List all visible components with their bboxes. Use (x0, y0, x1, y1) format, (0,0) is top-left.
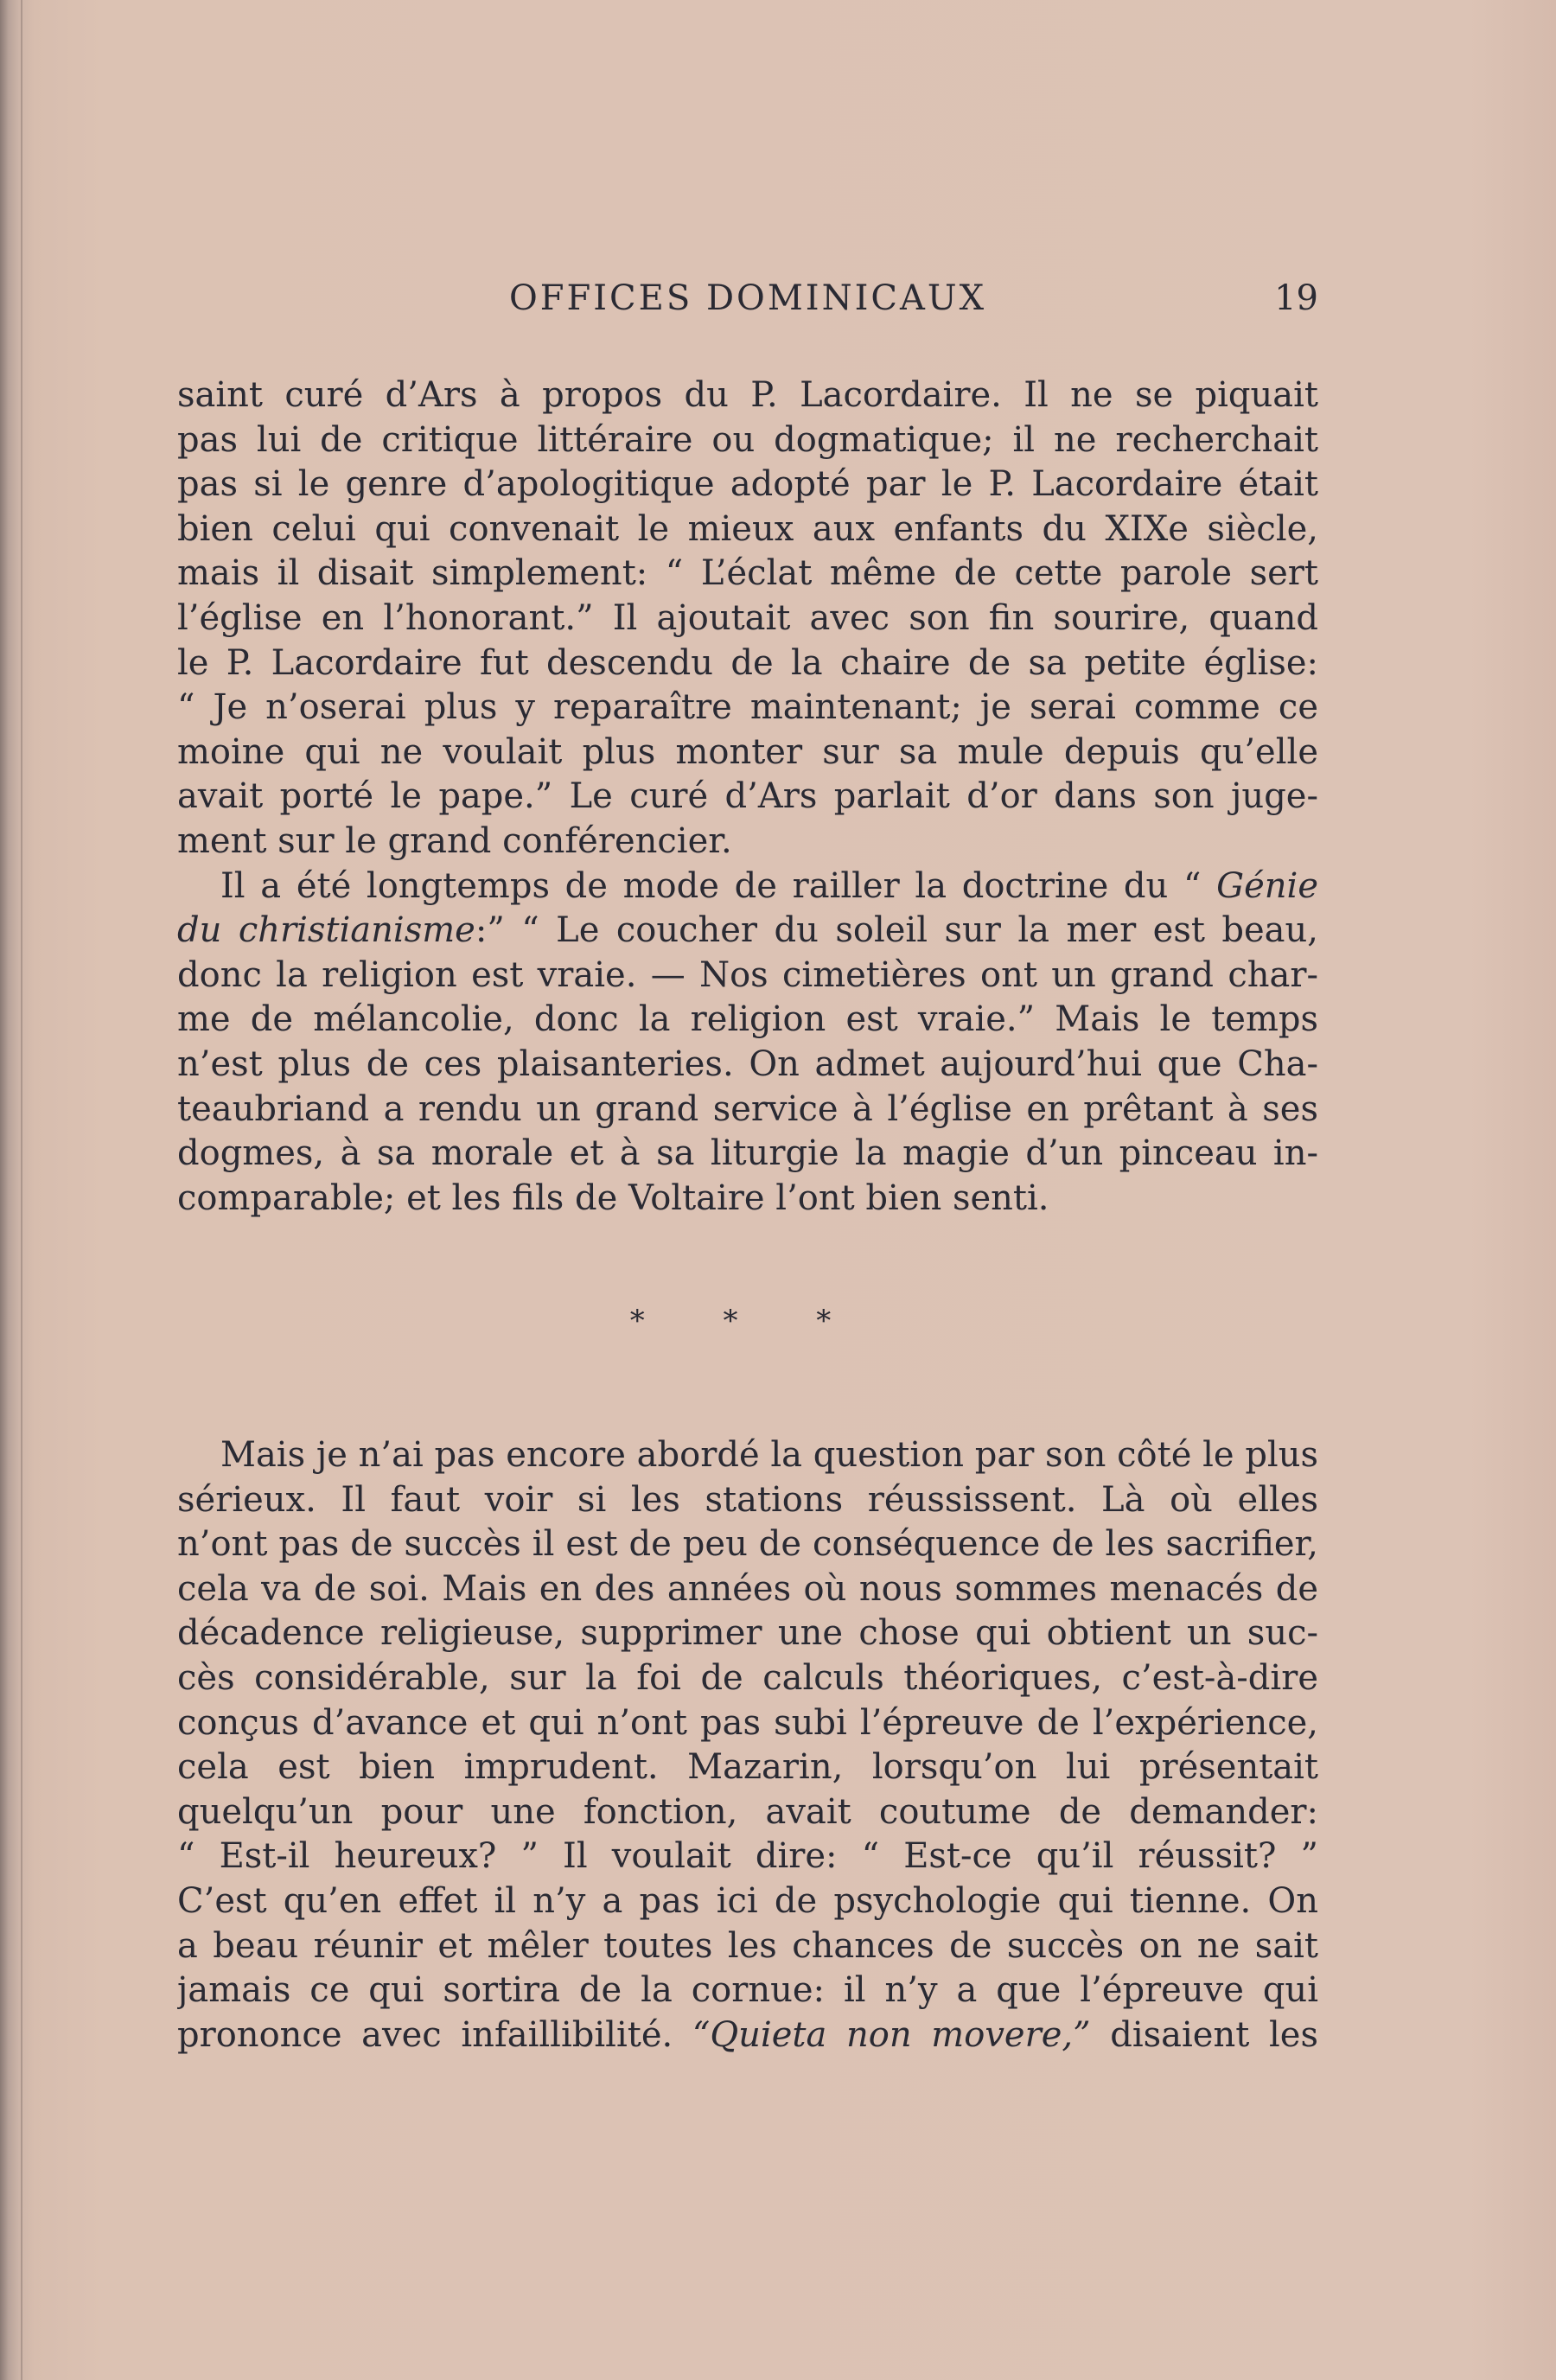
running-title: OFFICES DOMINICAUX (508, 278, 987, 318)
paragraph-1-line: “ Je n’oserai plus y reparaître maintenant; je serai comme ce (177, 687, 1318, 728)
paragraph-1-line: bien celui qui convenait le mieux aux enfants du XIXe siècle, (177, 508, 1318, 549)
paragraph-3-line: cela va de soi. Mais en des années où nous sommes menacés de (177, 1568, 1318, 1609)
paragraph-3-line: cès considérable, sur la foi de calculs théoriques, c’est-à-dire (177, 1657, 1318, 1698)
text-block-top (177, 373, 1318, 1221)
paragraph-3-line: “ Est-il heureux? ” Il voulait dire: “ Est-ce qu’il réussit? ” (177, 1836, 1318, 1877)
paragraph-3-line: jamais ce qui sortira de la cornue: il n’y a que l’épreuve qui (177, 1970, 1318, 2011)
paragraph-2-line: n’est plus de ces plaisanteries. On admet aujourd’hui que Cha- (177, 1043, 1318, 1084)
paragraph-2-text: Il a été longtemps de mode de railler la doctrine du “ (220, 865, 1217, 906)
section-break-asterisks: * * * (629, 1304, 866, 1338)
paragraph-2-line (177, 865, 1318, 909)
book-title-italic: du christianisme (177, 910, 475, 951)
paragraph-2-line (177, 909, 1318, 954)
paragraph-3-line: C’est qu’en effet il n’y a pas ici de psychologie qui tienne. On (177, 1880, 1318, 1921)
paragraph-3-line: conçus d’avance et qui n’ont pas subi l’épreuve de l’expérience, (177, 1702, 1318, 1743)
paragraph-1-line: pas si le genre d’apologitique adopté par le P. Lacordaire était (177, 464, 1318, 505)
paragraph-1-line: saint curé d’Ars à propos du P. Lacordaire. Il ne se piquait (177, 375, 1318, 415)
paragraph-3-line: n’ont pas de succès il est de peu de conséquence de les sacrifier, (177, 1524, 1318, 1565)
paragraph-2-line: teaubriand a rendu un grand service à l’église en prêtant à ses (177, 1088, 1318, 1129)
paragraph-2-line: donc la religion est vraie. — Nos cimetières ont un grand char- (177, 954, 1318, 995)
book-title-italic: Génie (1216, 865, 1318, 906)
paragraph-1-line: le P. Lacordaire fut descendu de la chaire de sa petite église: (177, 642, 1318, 683)
paragraph-1-line: mais il disait simplement: “ L’éclat même de cette parole sert (177, 553, 1318, 594)
paragraph-2-line: comparable; et les fils de Voltaire l’ont bien senti. (177, 1177, 1049, 1218)
paragraph-2-text: :” “ Le coucher du soleil sur la mer est beau, (475, 910, 1318, 951)
running-head (177, 278, 1318, 330)
paragraph-3-line: Mais je n’ai pas encore abordé la question par son côté le plus (220, 1435, 1318, 1475)
paragraph-3-text: prononce avec infaillibilité. (177, 2014, 692, 2055)
paragraph-2-line: dogmes, à sa morale et à sa liturgie la magie d’un pinceau in- (177, 1133, 1318, 1174)
paragraph-3-line: cela est bien imprudent. Mazarin, lorsqu’on lui présentait (177, 1747, 1318, 1788)
paragraph-3-line: sérieux. Il faut voir si les stations réussissent. Là où elles (177, 1479, 1318, 1520)
paragraph-3-line: quelqu’un pour une fonction, avait coutume de demander: (177, 1791, 1318, 1832)
paragraph-1-line: l’église en l’honorant.” Il ajoutait avec son fin sourire, quand (177, 597, 1318, 638)
paragraph-1-line: ment sur le grand conférencier. (177, 820, 732, 861)
paragraph-1-line: avait porté le pape.” Le curé d’Ars parlait d’or dans son juge- (177, 776, 1318, 817)
paragraph-3-line (177, 2013, 1318, 2058)
latin-quote-italic: “Quieta non movere,” (692, 2014, 1091, 2055)
paragraph-3-line: décadence religieuse, supprimer une chose qui obtient un suc- (177, 1613, 1318, 1654)
page-number: 19 (1274, 278, 1318, 318)
paragraph-3-line: a beau réunir et mêler toutes les chances de succès on ne sait (177, 1925, 1318, 1966)
paragraph-3-text: disaient les (1090, 2014, 1318, 2055)
paragraph-1-line: pas lui de critique littéraire ou dogmatique; il ne recherchait (177, 419, 1318, 460)
paragraph-2-line: me de mélancolie, donc la religion est vraie.” Mais le temps (177, 999, 1318, 1040)
binding-gutter (21, 0, 22, 2380)
paragraph-1-line: moine qui ne voulait plus monter sur sa mule depuis qu’elle (177, 731, 1318, 772)
text-block-bottom (177, 1433, 1318, 2058)
